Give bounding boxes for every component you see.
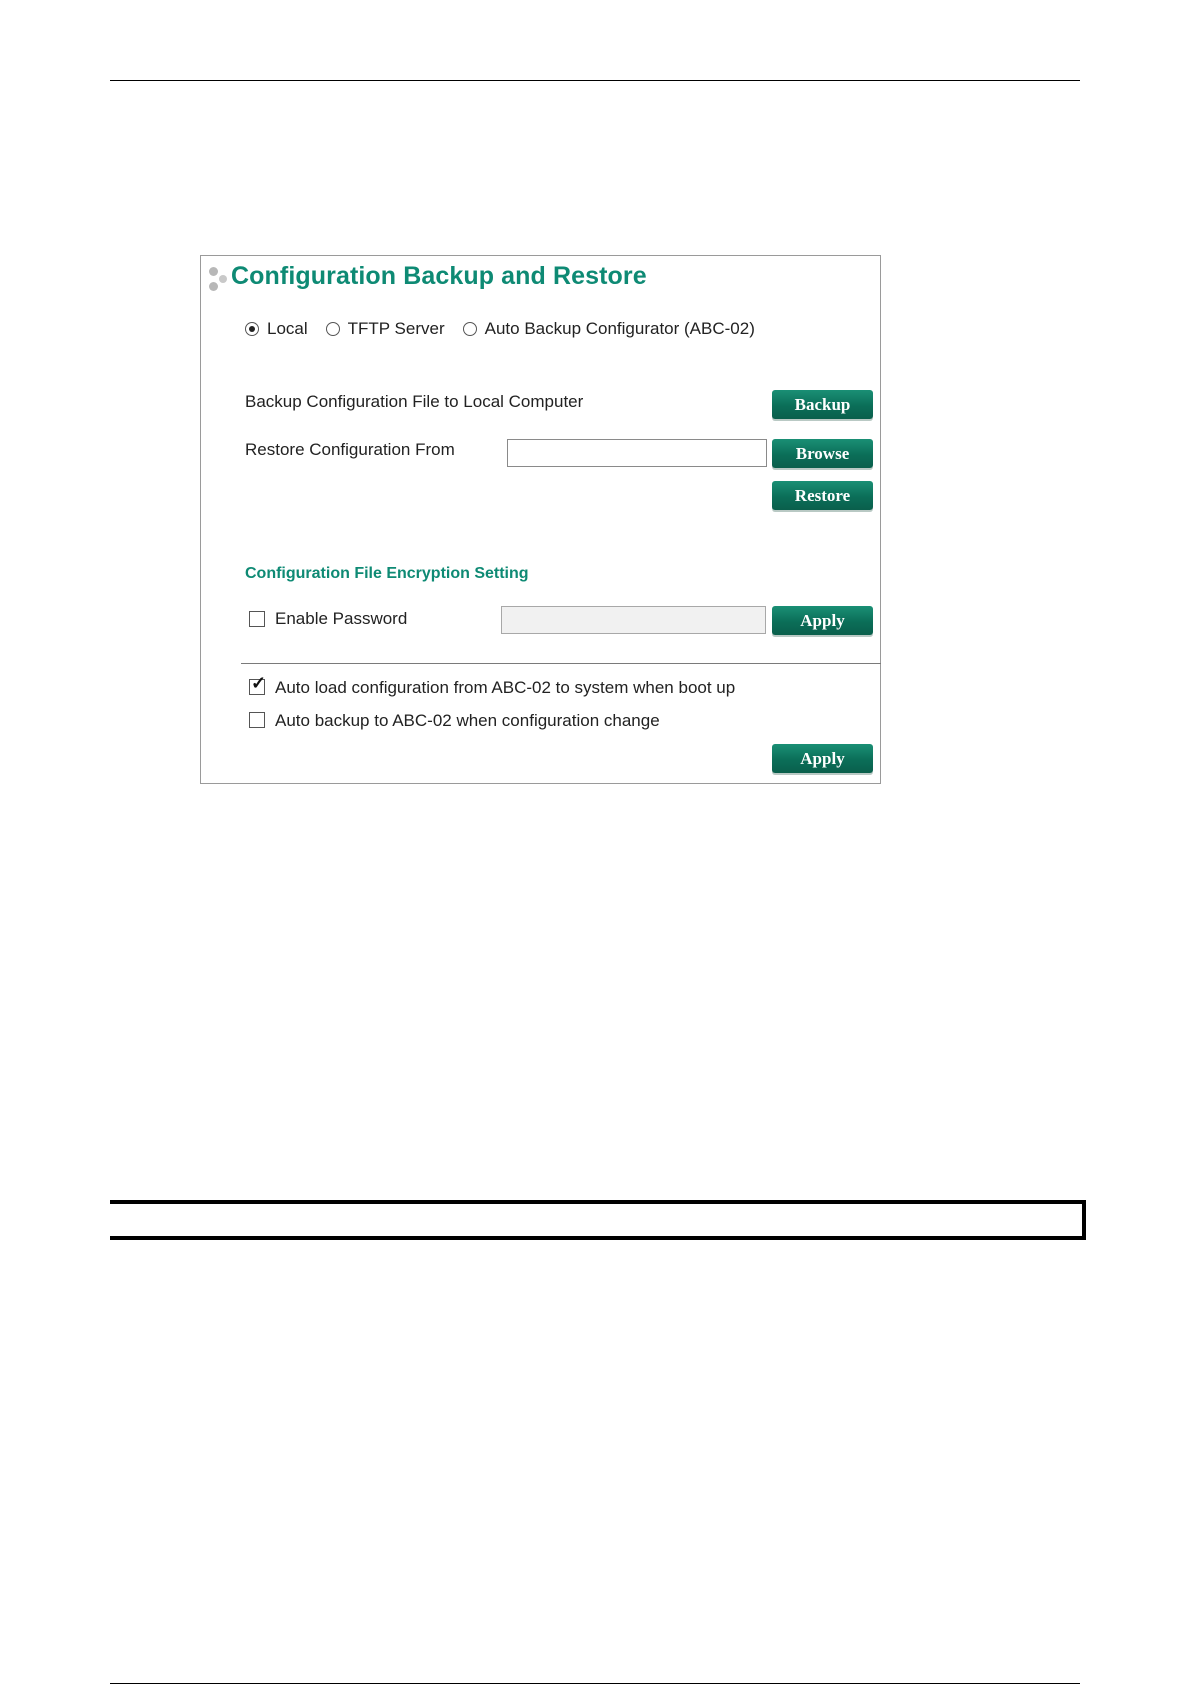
restore-button[interactable]: Restore: [772, 481, 873, 510]
config-backup-restore-panel: [200, 255, 881, 784]
backup-button[interactable]: Backup: [772, 390, 873, 419]
page-footer-rule: [110, 1683, 1080, 1684]
abc-apply-button[interactable]: Apply: [772, 744, 873, 773]
browse-button[interactable]: Browse: [772, 439, 873, 468]
radio-button[interactable]: [326, 322, 340, 336]
radio-option-tftp[interactable]: [326, 319, 445, 339]
password-field[interactable]: [501, 606, 766, 634]
check-icon: ✓: [251, 673, 267, 693]
auto-backup-label: Auto backup to ABC-02 when configuration change: [275, 711, 660, 730]
radio-label: Auto Backup Configurator (ABC-02): [484, 319, 755, 338]
section-divider: [241, 663, 881, 664]
encryption-apply-button[interactable]: Apply: [772, 606, 873, 635]
radio-option-abc[interactable]: [463, 319, 755, 339]
panel-title: Configuration Backup and Restore: [231, 262, 647, 290]
enable-password-checkbox[interactable]: [249, 611, 265, 627]
note-box-frame: [110, 1200, 1086, 1240]
backup-label: Backup Configuration File to Local Computer: [245, 392, 584, 411]
encryption-section-title: Configuration File Encryption Setting: [245, 565, 529, 582]
auto-load-checkbox[interactable]: [249, 673, 267, 695]
radio-label: Local: [267, 319, 308, 338]
restore-label: Restore Configuration From: [245, 440, 455, 459]
title-bullet-icon: [207, 267, 229, 293]
radio-button[interactable]: [245, 322, 259, 336]
auto-load-label: Auto load configuration from ABC-02 to system when boot up: [275, 678, 736, 697]
radio-label: TFTP Server: [347, 319, 445, 338]
enable-password-label: Enable Password: [275, 609, 408, 628]
radio-button[interactable]: [463, 322, 477, 336]
auto-backup-checkbox[interactable]: [249, 712, 265, 728]
page-header-rule: [110, 80, 1080, 81]
radio-option-local[interactable]: [245, 319, 308, 339]
source-radio-group: [245, 318, 773, 340]
restore-file-input[interactable]: [507, 439, 767, 467]
